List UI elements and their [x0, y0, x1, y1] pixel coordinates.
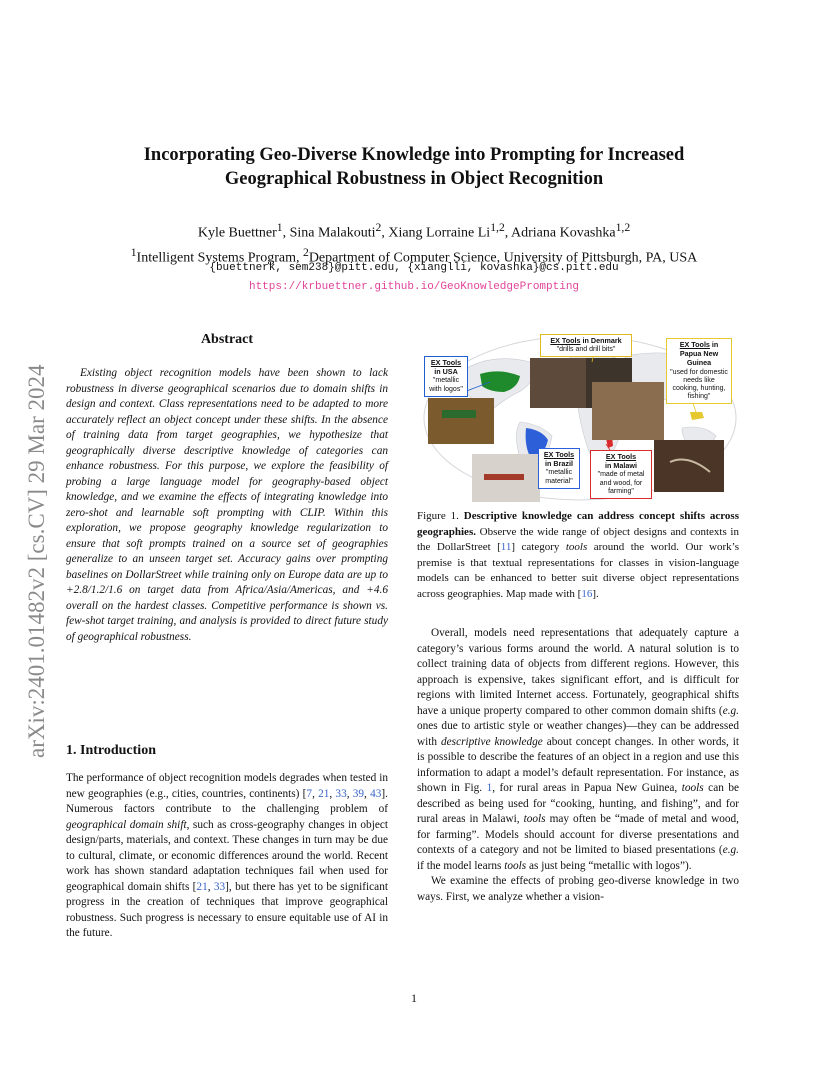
callout-papua-new-guinea: EX Tools in Papua New Guinea "used for domestic needs like cooking, hunting, fishing" [666, 338, 732, 404]
right-column-text [417, 626, 739, 905]
aff1-sup: 1 [130, 245, 137, 259]
arxiv-stamp [14, 280, 54, 760]
affiliation-1: Intelligent Systems Program, [136, 250, 300, 266]
png-photo [592, 382, 664, 440]
figure-caption: Figure 1. Descriptive knowledge can address concept shifts across geographies. Observe the wide range of object designs and contexts in the DollarStreet [11] category tools around the world. Our work’s premise is that textual representations for classes in vision-language models can be enhanced to better suit diverse object representations across geographies. Map made with [16]. [417, 510, 739, 600]
paragraph: Overall, models need representations that adequately capture a category’s various forms around the world. A natural solution is to collect training data of objects from different regions. However, this approach is expensive, takes significant effort, and is difficult for regions with limited Internet access. Fortunately, geographical shifts have a unique property compared to other common domain shifts (e.g. ones due to artistic style or weather changes)—they can be addressed with descriptive knowledge about concept changes. In other words, it is possible to describe the features of an object in a region and use this information to adapt a model’s default representation. For instance, as shown in Fig. 1, for rural areas in Papua New Guinea, tools can be described as being used for “cooking, hunting, and fishing”, and for rural areas in Malawi, tools may often be “made of metal and wood, for farming”. Models should account for diverse presentations and contexts of a category and not be limited to biased presentations (e.g. if the model learns tools as just being “metallic with logos”). [417, 627, 739, 872]
callout-denmark: EX Tools in Denmark "drills and drill bits" [540, 334, 632, 357]
author-3-sup: 1,2 [490, 221, 505, 234]
citation-link[interactable]: 21 [196, 880, 208, 893]
author-1-sup: 1 [276, 221, 283, 234]
author-2: Sina Malakouti [289, 225, 376, 241]
author-3: Xiang Lorraine Li [388, 225, 491, 241]
abstract-heading: Abstract [200, 332, 254, 347]
citation-link[interactable]: 21 [318, 787, 330, 800]
callout-brazil: EX Tools in Brazil "metallic material" [538, 448, 580, 489]
affiliation-2: Department of Computer Science, University of Pittsburgh, PA, USA [308, 250, 698, 266]
project-link[interactable]: https://krbuettner.github.io/GeoKnowledgePrompting [248, 281, 580, 293]
callout-malawi: EX Tools in Malawi "made of metal and wood, for farming" [590, 450, 652, 499]
page-number: 1 [411, 991, 417, 1005]
paragraph: We examine the effects of probing geo-diverse knowledge in two ways. First, we analyze whether a vision- [417, 875, 739, 903]
aff2-sup: 2 [302, 245, 309, 259]
denmark-photo-1 [530, 358, 586, 408]
title-line-1: Incorporating Geo-Diverse Knowledge into Prompting for Increased [143, 145, 685, 165]
author-names: Kyle Buettner$^1$, Sina Malakouti$^2$, Xiang Lorraine Li$^{1,2}$, Adriana Kovashka$^{1,2}$ [197, 221, 631, 241]
author-4-sup: 1,2 [615, 221, 631, 234]
author-block [40, 218, 788, 267]
malawi-photo [654, 440, 724, 492]
citation-link[interactable]: 16 [581, 587, 593, 600]
arxiv-stamp-text: arXiv:2401.01482v2 [cs.CV] 29 Mar 2024 [24, 364, 49, 758]
figure-1 [420, 332, 740, 504]
citation-link[interactable]: 43 [370, 787, 382, 800]
citation-link[interactable]: 11 [500, 541, 512, 553]
title-line-2: Geographical Robustness in Object Recognition [224, 169, 604, 189]
citation-link[interactable]: 33 [335, 787, 347, 800]
figure-ref-link[interactable]: 1 [486, 782, 493, 794]
author-1: Kyle Buettner [197, 225, 277, 241]
author-4: Adriana Kovashka [511, 225, 616, 241]
usa-photo [428, 398, 494, 444]
callout-usa: EX Tools in USA "metallic with logos" [424, 356, 468, 397]
author-2-sup: 2 [375, 221, 382, 234]
citation-link[interactable]: 39 [352, 787, 365, 800]
citation-link[interactable]: 7 [306, 787, 313, 800]
intro-text: The performance of object recognition models degrades when tested in new geographies (e.g., cities, countries, continents) [7, 21, 33, 39, 43]. Numerous factors contribute to the challenging problem of geographical domain shift, such as cross-geography changes in object design/parts, materials, and context. These changes in turn may be due to cultural, climate, or economic differences around the world. Recent work has shown standard adaptation techniques fail when used for geographical domain shifts [21, 33], but there has yet to be significant progress in the creation of techniques that improve geographical robustness. Such progress is necessary to ensure equitable use of AI in the future. [66, 772, 388, 939]
paper-title [90, 143, 738, 191]
citation-link[interactable]: 33 [213, 880, 226, 893]
intro-heading: 1. Introduction [66, 743, 156, 758]
author-emails: {buettnerk, sem238}@pitt.edu, {xianglli, kovashka}@cs.pitt.edu [209, 262, 619, 274]
abstract-text: Existing object recognition models have been shown to lack robustness in diverse geographical scenarios due to domain shifts in design and context. Class representations need to be adapted to more accurately reflect an object concept under these shifts. In the absence of training data from target geographies, we hypothesize that geographically diverse descriptive knowledge of categories can enhance robustness. For this purpose, we explore the feasibility of probing a large language model for geography-based object knowledge, and we examine the effects of integrating knowledge into zero-shot and learnable soft prompting with CLIP. Within this exploration, we propose geography knowledge regularization to ensure that soft prompts trained on a source set of geographies generalize to an unseen target set. Accuracy gains over prompting baselines on DollarStreet while training only on Europe data are up to +2.8/1.2/1.6 on target data from Africa/Asia/Americas, and +4.6 overall on the hardest classes. Competitive performance is shown vs. few-shot target training, and analysis is provided to direct future study of geographical robustness. [66, 367, 388, 643]
